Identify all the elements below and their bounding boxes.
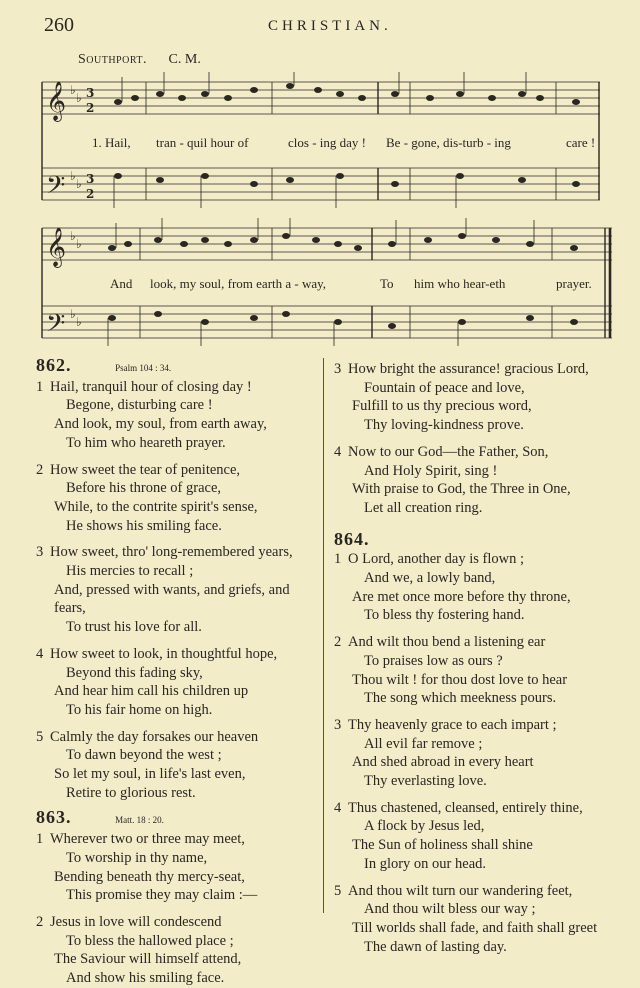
verse <box>36 461 320 536</box>
verse-line: Thy everlasting love. <box>364 773 487 790</box>
verse <box>334 550 624 625</box>
svg-text:𝄞: 𝄞 <box>46 227 67 267</box>
verse-line: And we, a lowly band, <box>364 570 496 587</box>
verse <box>36 830 320 905</box>
verse <box>334 716 624 791</box>
tune-heading <box>78 52 201 68</box>
verse <box>334 882 624 957</box>
verse-line: Are met once more before thy throne, <box>352 588 571 605</box>
verse-line: 3 How bright the assurance! gracious Lord, <box>334 361 589 377</box>
verse-line: 2 How sweet the tear of penitence, <box>36 461 241 478</box>
verse-number: 2 <box>36 461 44 478</box>
verse-line: Bending beneath thy mercy-seat, <box>54 868 245 885</box>
lyric-segment: And <box>110 276 133 291</box>
hymn-number: 862. <box>36 355 72 375</box>
verse-number: 3 <box>36 544 44 561</box>
column-divider <box>323 358 324 913</box>
verse-line: The song which meekness pours. <box>364 690 557 707</box>
lyric-segment: care ! <box>566 135 596 150</box>
verse-number: 1 <box>36 831 44 848</box>
svg-text:3: 3 <box>86 86 95 100</box>
verse <box>36 728 320 803</box>
scripture-reference: Matt. 18 : 20. <box>115 815 164 826</box>
svg-text:♭: ♭ <box>76 237 82 251</box>
lyric-segment: 1. Hail, <box>92 135 131 150</box>
lyrics-line-1 <box>0 135 640 151</box>
verse-number: 3 <box>334 716 342 733</box>
verse-line: 1 O Lord, another day is flown ; <box>334 551 524 568</box>
verse-line: And Holy Spirit, sing ! <box>364 462 498 479</box>
verse-line: 4 Now to our God—the Father, Son, <box>334 443 549 460</box>
verse-line: And thou wilt bless our way ; <box>364 901 536 918</box>
verse-number: 4 <box>334 799 342 816</box>
verse-line: 2 And wilt thou bend a listening ear <box>334 634 546 651</box>
verse-line: Fulfill to us thy precious word, <box>352 398 532 415</box>
verse-line: And shed abroad in every heart <box>352 754 534 771</box>
verse-line: 1 Wherever two or three may meet, <box>36 831 245 848</box>
verse-line: Retire to glorious rest. <box>66 784 196 801</box>
verse <box>36 378 320 453</box>
verse-line: Before his throne of grace, <box>66 480 222 497</box>
svg-text:𝄢: 𝄢 <box>46 171 66 206</box>
scripture-reference: Psalm 104 : 34. <box>115 363 172 373</box>
verse-line: The dawn of lasting day. <box>364 938 507 955</box>
verse-line: All evil far remove ; <box>364 735 483 752</box>
verse-line: To bless thy fostering hand. <box>364 607 525 624</box>
verse <box>36 543 320 637</box>
svg-text:♭: ♭ <box>70 229 76 243</box>
verse-number: 5 <box>36 728 44 745</box>
verse-line: His mercies to recall ; <box>66 563 194 580</box>
svg-text:♭: ♭ <box>70 307 76 321</box>
verse-line: Thy loving-kindness prove. <box>364 417 524 434</box>
verse-line: 2 Jesus in love will condescend <box>36 913 222 930</box>
verse-line: And hear him call his children up <box>54 683 249 700</box>
verse-line: Thou wilt ! for thou dost love to hear <box>352 671 568 688</box>
verse-number: 2 <box>334 634 342 651</box>
svg-text:3: 3 <box>86 172 95 186</box>
verse-number: 1 <box>36 378 44 395</box>
svg-text:2: 2 <box>86 187 95 201</box>
hymn-number: 863. <box>36 807 72 828</box>
hymn-heading <box>334 530 624 551</box>
lyric-segment: him who hear-eth <box>414 276 506 291</box>
lyrics-line-2 <box>0 276 640 292</box>
verse <box>334 443 624 518</box>
svg-text:𝄢: 𝄢 <box>46 309 66 344</box>
lyric-segment: To <box>380 276 394 291</box>
verse-line: The Saviour will himself attend, <box>54 951 242 968</box>
verse-line: 5 Calmly the day forsakes our heaven <box>36 728 259 745</box>
lyric-segment: look, my soul, from earth a - way, <box>150 276 327 291</box>
verse-line: The Sun of holiness shall shine <box>352 837 533 854</box>
lyric-segment: clos - ing day ! <box>288 135 366 150</box>
verse-line: So let my soul, in life's last even, <box>54 766 246 783</box>
verse-line: A flock by Jesus led, <box>364 818 485 835</box>
page-number: 260 <box>44 14 74 36</box>
verse-line: And show his smiling face. <box>66 970 225 987</box>
verse-line: He shows his smiling face. <box>66 517 222 534</box>
svg-text:♭: ♭ <box>70 169 76 183</box>
running-head: CHRISTIAN. <box>268 18 392 34</box>
verse-number: 2 <box>36 913 44 930</box>
svg-text:𝄞: 𝄞 <box>46 81 67 121</box>
svg-text:♭: ♭ <box>70 83 76 97</box>
right-column <box>334 360 624 956</box>
verse <box>334 799 624 874</box>
verse-line: Till worlds shall fade, and faith shall greet <box>352 919 598 936</box>
verse-line: To dawn beyond the west ; <box>66 747 222 764</box>
lyric-segment: prayer. <box>556 276 592 291</box>
verse-number: 3 <box>334 361 342 377</box>
tune-name: Southport. <box>78 52 148 67</box>
svg-text:2: 2 <box>86 101 95 115</box>
verse-line: 3 Thy heavenly grace to each impart ; <box>334 716 557 733</box>
verse-line: Let all creation ring. <box>364 499 483 516</box>
hymn-heading <box>36 356 320 378</box>
left-column <box>36 356 320 988</box>
verse <box>36 645 320 720</box>
verse-number: 4 <box>36 645 44 662</box>
verse-line: While, to the contrite spirit's sense, <box>54 498 258 515</box>
verse-line: This promise they may claim :— <box>66 887 258 904</box>
verse-line: To praises low as ours ? <box>364 652 503 669</box>
verse-line: In glory on our head. <box>364 855 487 872</box>
verse-line: 4 How sweet to look, in thoughtful hope, <box>36 645 278 662</box>
tune-meter: C. M. <box>168 52 201 67</box>
svg-text:♭: ♭ <box>76 315 82 329</box>
lyric-segment: tran - quil hour of <box>156 135 249 150</box>
verse <box>334 360 624 435</box>
verse-line: To worship in thy name, <box>66 849 208 866</box>
verse <box>36 913 320 988</box>
verse-line: And look, my soul, from earth away, <box>54 416 267 433</box>
verse-line: 5 And thou wilt turn our wandering feet, <box>334 882 573 899</box>
verse-number: 4 <box>334 443 342 460</box>
svg-text:♭: ♭ <box>76 91 82 105</box>
verse-line: Begone, disturbing care ! <box>66 397 213 414</box>
verse-line: 4 Thus chastened, cleansed, entirely thine, <box>334 799 583 816</box>
verse-line: 3 How sweet, thro' long-remembered years, <box>36 544 293 561</box>
verse-number: 1 <box>334 551 342 568</box>
lyric-segment: Be - gone, dis-turb - ing <box>386 135 511 150</box>
svg-text:♭: ♭ <box>76 177 82 191</box>
verse-line: To bless the hallowed place ; <box>66 932 234 949</box>
verse-line: 1 Hail, tranquil hour of closing day ! <box>36 378 252 395</box>
verse-line: Fountain of peace and love, <box>364 379 525 396</box>
verse <box>334 633 624 708</box>
verse-line: To trust his love for all. <box>66 619 202 636</box>
verse-number: 5 <box>334 882 342 899</box>
verse-line: And, pressed with wants, and griefs, and fears, <box>54 581 290 617</box>
verse-line: To his fair home on high. <box>66 701 213 718</box>
verse-line: To him who heareth prayer. <box>66 434 226 451</box>
verse-line: With praise to God, the Three in One, <box>352 481 571 498</box>
hymn-heading <box>36 808 320 830</box>
verse-line: Beyond this fading sky, <box>66 664 203 681</box>
hymn-number: 864. <box>334 528 370 549</box>
